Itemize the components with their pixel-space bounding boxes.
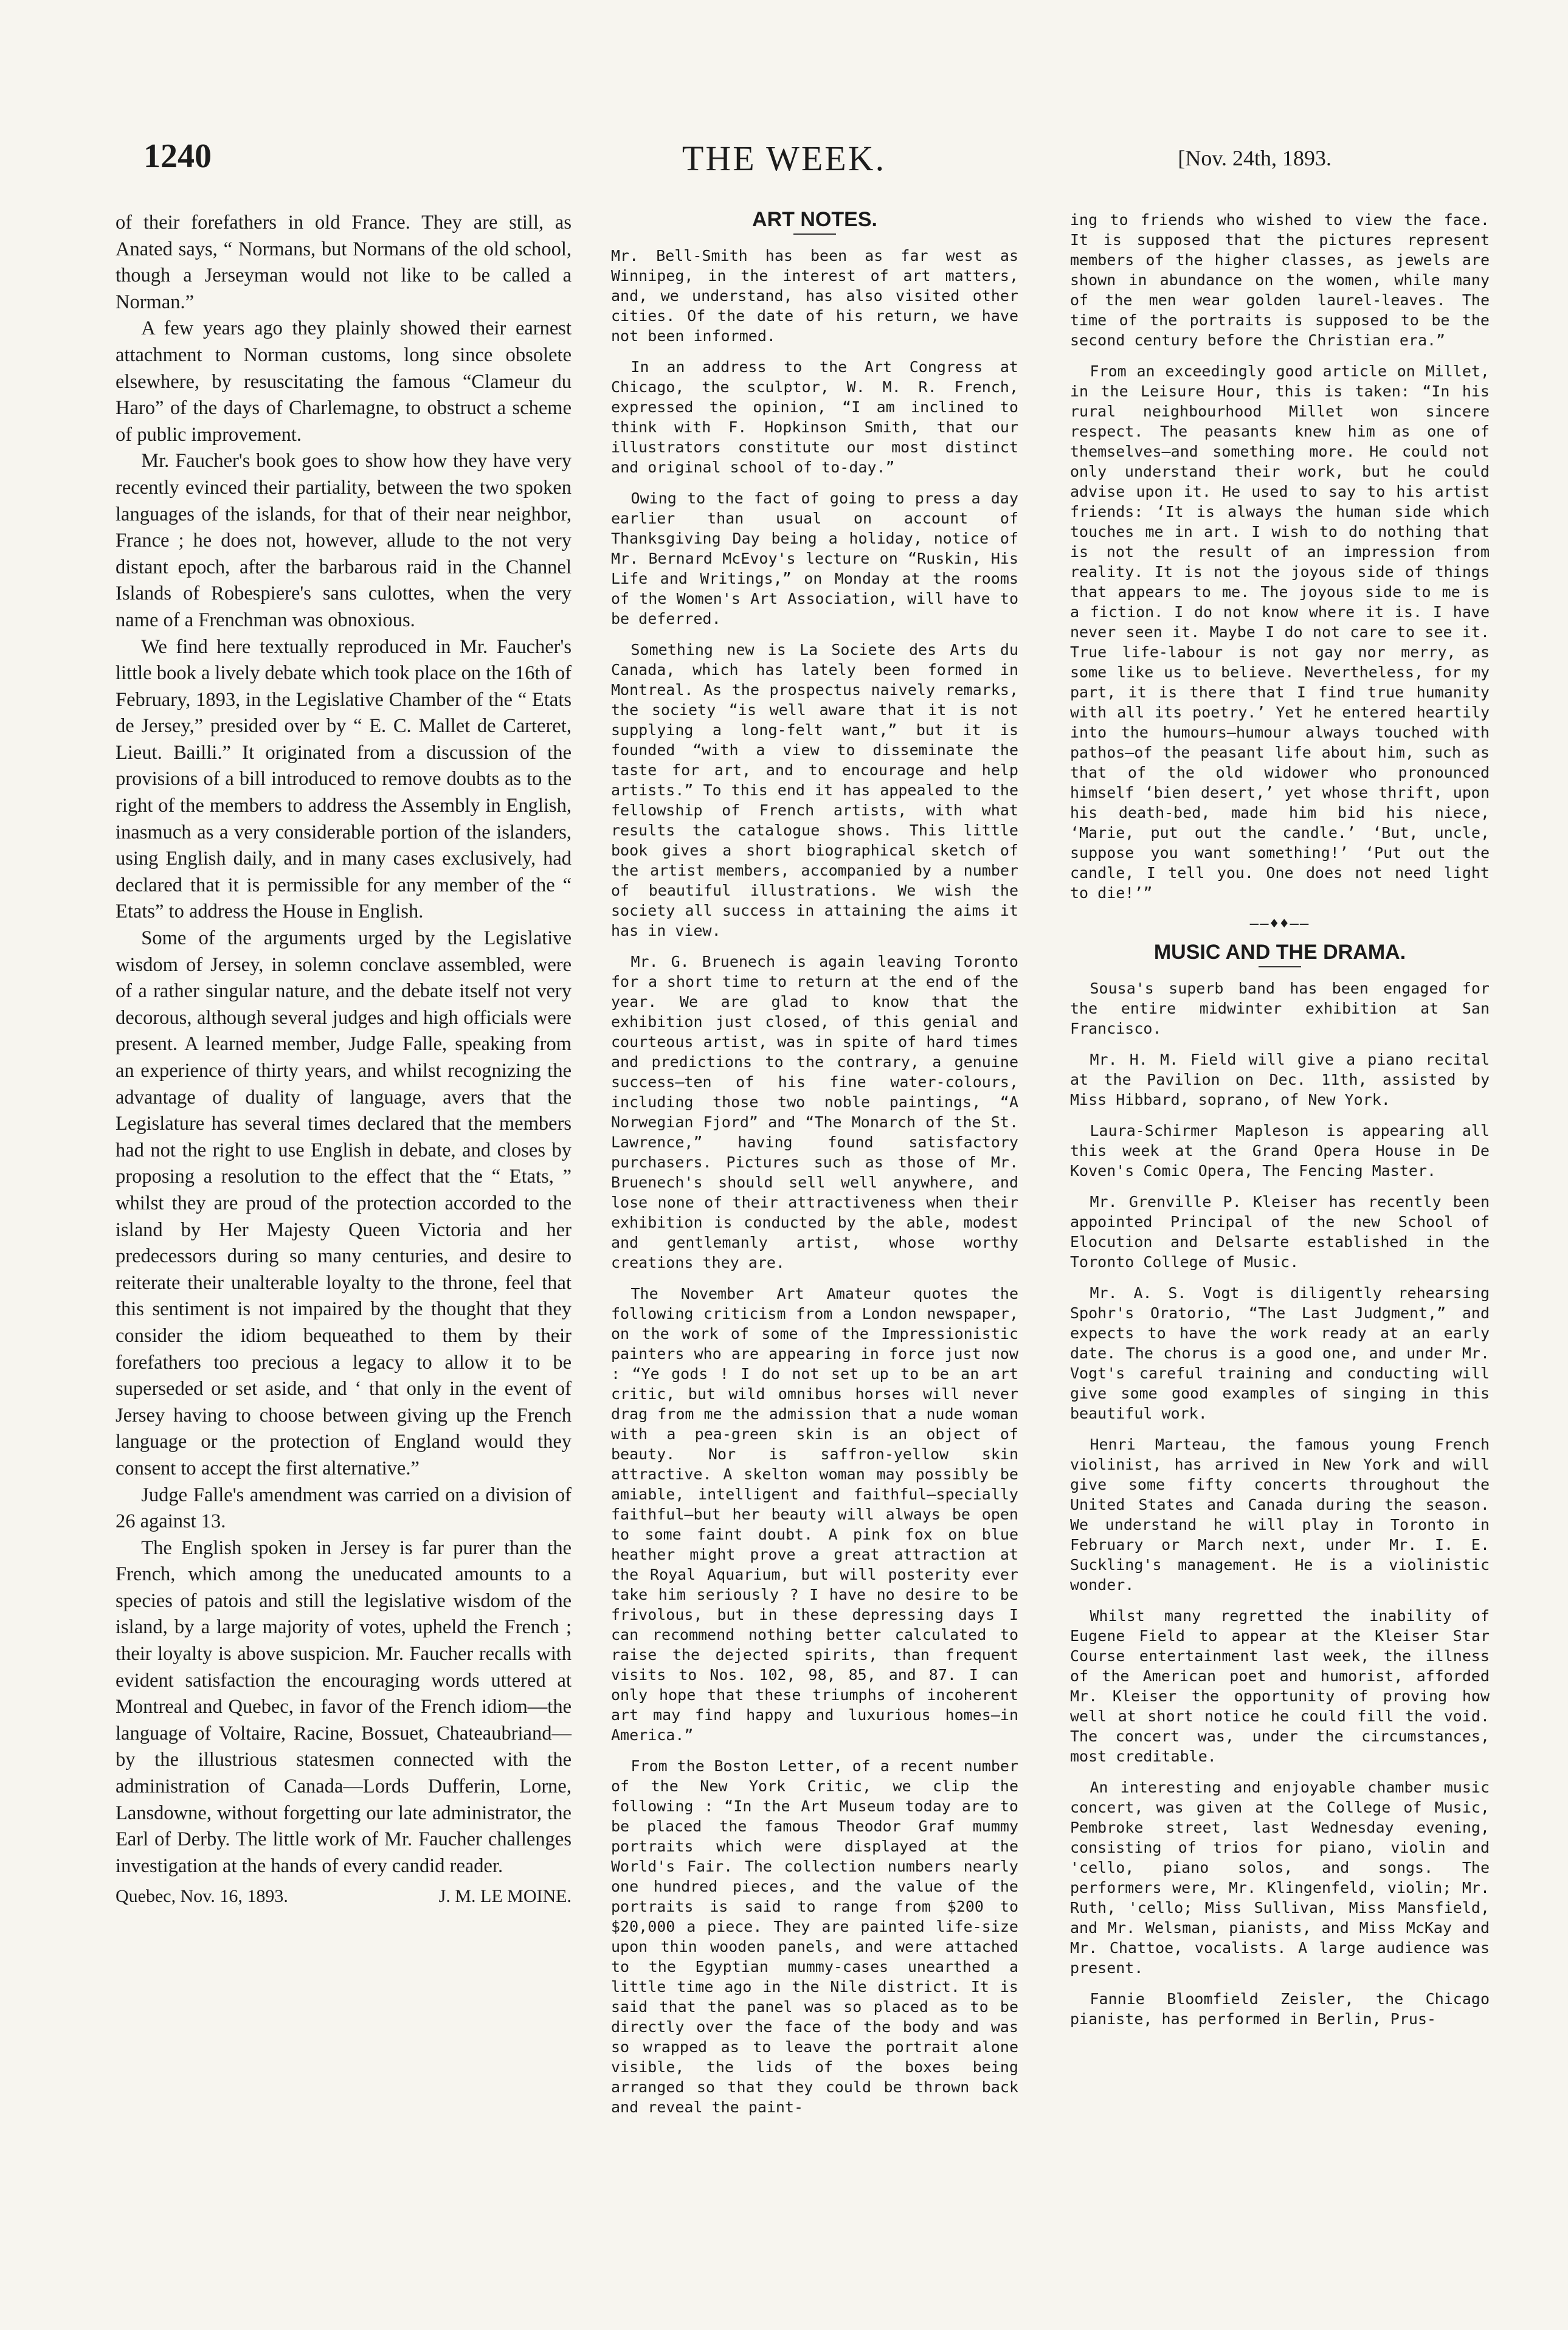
music-paragraph: Laura-Schirmer Mapleson is appearing all this week at the Grand Opera House in De Koven's Comic Opera, The Fencing Master. (1070, 1122, 1490, 1180)
article-paragraph: Judge Falle's amendment was carried on a division of 26 against 13. (116, 1484, 572, 1533)
column-right (1070, 210, 1490, 2040)
column-left (116, 210, 572, 1910)
page-number: 1240 (143, 137, 212, 175)
section-ornament: ——♦♦—— (1249, 915, 1310, 932)
article-paragraph: Some of the arguments urged by the Legislative wisdom of Jersey, in solemn conclave assembled, were of a rather singular nature, and the debate itself not very decorous, although several judges and high officials were present. A learned member, Judge Falle, speaking from an experience of thirty years, and whilst recognizing the advantage of duality of language, avers that the Legislature has several times declared that the members had not the right to use English in debate, and closes by proposing a resolution to the effect that the “ Etats, ” whilst they are proud of the protection accorded to the island by Her Majesty Queen Victoria and her predecessors during so many centuries, and desire to reiterate their unalterable loyalty to the throne, feel that this sentiment is not impaired by the thought that they consider the idiom bequeathed to them by their forefathers too precious a legacy to allow it to be superseded or set aside, and ‘ that only in the event of Jersey having to choose between giving up the French language or the protection of England would they consent to accept the first alternative.” (116, 927, 572, 1479)
music-paragraph: Sousa's superb band has been engaged for the entire midwinter exhibition at San Francisco. (1070, 980, 1490, 1037)
heading-rule (1259, 966, 1301, 967)
music-paragraph: Mr. H. M. Field will give a piano recital at the Pavilion on Dec. 11th, assisted by Miss Hibbard, soprano, of New York. (1070, 1051, 1490, 1108)
art-note-paragraph: The November Art Amateur quotes the following criticism from a London newspaper, on the work of some of the Impressionistic painters who are appearing in force just now : “Ye gods ! I do not set up to be an art critic, but wild omnibus horses will never drag from me the admission that a nude woman with a pea-green skin is an object of beauty. Nor is saffron-yellow skin attractive. A skelton woman may possibly be amiable, intelligent and faithful—specially faithful—but her beauty will always be open to some faint doubt. A pink fox on blue heather might prove a great attraction at the Royal Aquarium, but will posterity ever take him seriously ? I have no desire to be frivolous, but in these depressing days I can recommend nothing better calculated to raise the dejected spirits, than frequent visits to Nos. 102, 98, 85, and 87. I can only hope that these triumphs of incoherent art may find happy and luxurious homes—in America.” (611, 1285, 1018, 1744)
art-note-paragraph: Owing to the fact of going to press a day earlier than usual on account of Thanksgiving Day being a holiday, notice of Mr. Bernard McEvoy's lecture on “Ruskin, His Life and Writings,” on Monday at the rooms of the Women's Art Association, will have to be deferred. (611, 489, 1018, 627)
art-note-paragraph: In an address to the Art Congress at Chicago, the sculptor, W. M. R. French, expressed the opinion, “I am inclined to think with F. Hopkinson Smith, that our illustrators constitute our most distinct and original school of to-day.” (611, 358, 1018, 476)
heading-rule (793, 233, 836, 235)
article-paragraph: A few years ago they plainly showed their earnest attachment to Norman customs, long since obsolete elsewhere, by resuscitating the famous “Clameur du Haro” of the days of Charlemagne, to obstruct a scheme of public improvement. (116, 317, 572, 446)
art-note-paragraph: Mr. Bell-Smith has been as far west as Winnipeg, in the interest of art matters, and, we understand, has also visited other cities. Of the date of his return, we have not been informed. (611, 247, 1018, 345)
art-note-continuation: ing to friends who wished to view the face. It is supposed that the pictures represent members of the higher classes, as jewels are shown in abundance on the women, while many of the men wear golden laurel-leaves. The time of the portraits is supposed to be the second century before the Christian era.” (1070, 211, 1490, 349)
journal-title: THE WEEK. (682, 139, 886, 178)
signature-place-date: Quebec, Nov. 16, 1893. (116, 1886, 288, 1907)
art-note-paragraph: From an exceedingly good article on Millet, in the Leisure Hour, this is taken: “In his rural neighbourhood Millet won sincere respect. The peasants knew him as one of themselves—and something more. He could not only understand their work, but he could advise upon it. He used to say to his artist friends: ‘It is always the human side which touches me in art. I wish to do nothing that is not the result of an impression from reality. It is not the joyous side of things that appears to me. The joyous side to me is a fiction. I do not know where it is. I have never seen it. Maybe I do not care to see it. True life-labour is not gay nor merry, as some like us to believe. Nevertheless, for my part, it is there that I find true humanity with all its poetry.’ Yet he entered heartily into the humours—humour always touched with pathos—of the peasant life about him, such as that of the old widower who pronounced himself ‘bien desert,’ yet whose thrift, upon his death-bed, made him bid his niece, ‘Marie, put out the candle.’ ‘But, uncle, suppose you want something!’ ‘Put out the candle, I tell you. One does not need light to die!’” (1070, 362, 1490, 902)
art-note-paragraph: Something new is La Societe des Arts du Canada, which has lately been formed in Montreal. As the prospectus naively remarks, the society “is well aware that it is not supplying a long-felt want,” but it is founded “with a view to disseminate the taste for art, and to encourage and help artists.” To this end it has appealed to the fellowship of French artists, with what results the catalogue shows. This little book gives a short biographical sketch of the artist members, accompanied by a number of beautiful illustrations. We wish the society all success in attaining the aims it has in view. (611, 641, 1018, 939)
music-paragraph: Mr. Grenville P. Kleiser has recently been appointed Principal of the new School of Elocution and Delsarte established in the Toronto College of Music. (1070, 1193, 1490, 1271)
issue-date: [Nov. 24th, 1893. (1178, 146, 1331, 170)
music-paragraph: An interesting and enjoyable chamber music concert, was given at the College of Music, Pembroke street, last Wednesday evening, consisting of trios for piano, violin and 'cello, piano solos, and songs. The performers were, Mr. Klingenfeld, violin; Mr. Ruth, 'cello; Miss Sullivan, Miss Mansfield, and Mr. Welsman, pianists, and Miss McKay and Mr. Chattoe, vocalists. A large audience was present. (1070, 1779, 1490, 1977)
article-paragraph: of their forefathers in old France. They are still, as Anated says, “ Normans, but Normans of the old school, though a Jerseyman would not like to be called a Norman.” (116, 212, 572, 313)
page-header (0, 137, 1568, 192)
article-paragraph: Mr. Faucher's book goes to show how they have very recently evinced their partiality, between the two spoken languages of the islands, for that of their near neighbor, France ; he does not, however, allude to the not very distant epoch, after the barbarous raid in the Channel Islands of Robespiere's sans culottes, when the very name of a Frenchman was obnoxious. (116, 450, 572, 631)
article-paragraph: The English spoken in Jersey is far purer than the French, which among the uneducated amounts to a species of patois and still the legislative wisdom of the island, by a large majority of votes, upheld the French ; their loyalty is above suspicion. Mr. Faucher recalls with evident satisfaction the encouraging words uttered at Montreal and Quebec, in favor of the French idiom—the language of Voltaire, Racine, Bossuet, Chateaubriand—by the illustrious statesmen connected with the administration of Canada—Lords Dufferin, Lorne, Lansdowne, without forgetting our late administrator, the Earl of Derby. The little work of Mr. Faucher challenges investigation at the hands of every candid reader. (116, 1537, 572, 1877)
signature-name: J. M. LE MOINE. (438, 1886, 572, 1907)
article-paragraph: We find here textually reproduced in Mr. Faucher's little book a lively debate which took place on the 16th of February, 1893, in the Legislative Chamber of the “ Etats de Jersey,” presided over by “ E. C. Mallet de Carteret, Lieut. Bailli.” It originated from a discussion of the provisions of a bill introduced to remove doubts as to the right of the members to address the Assembly in English, inasmuch as a very considerable portion of the islanders, using English daily, and in many cases exclusively, had declared that it is permissible for any member of the “ Etats” to address the House in English. (116, 635, 572, 923)
music-paragraph: Mr. A. S. Vogt is diligently rehearsing Spohr's Oratorio, “The Last Judgment,” and expects to have the work ready at an early date. The chorus is a good one, and under Mr. Vogt's careful training and conducting will give some good examples of singing in this beautiful work. (1070, 1284, 1490, 1422)
music-paragraph: Whilst many regretted the inability of Eugene Field to appear at the Kleiser Star Course entertainment last week, the illness of the American poet and humorist, afforded Mr. Kleiser the opportunity of proving how well at short notice he could fill the void. The concert was, under the circumstances, most creditable. (1070, 1607, 1490, 1765)
music-paragraph: Fannie Bloomfield Zeisler, the Chicago pianiste, has performed in Berlin, Prus- (1070, 1990, 1490, 2028)
art-note-paragraph: From the Boston Letter, of a recent number of the New York Critic, we clip the following : “In the Art Museum today are to be placed the famous Theodor Graf mummy portraits which were displayed at the World's Fair. The collection numbers nearly one hundred pieces, and the value of the portraits is said to range from $200 to $20,000 a piece. They are painted life-size upon thin wooden panels, and were attached to the Egyptian mummy-cases unearthed a little time ago in the Nile district. It is said that the panel was so placed as to be directly over the face of the body and was so wrapped as to leave the portrait alone visible, the lids of the boxes being arranged so that they could be thrown back and reveal the paint- (611, 1757, 1018, 2116)
art-note-paragraph: Mr. G. Bruenech is again leaving Toronto for a short time to return at the end of the year. We are glad to know that the exhibition just closed, of this genial and courteous artist, was in spite of hard times and predictions to the contrary, a genuine success—ten of his fine water-colours, including those two noble paintings, “A Norwegian Fjord” and “The Monarch of the St. Lawrence,” having found satisfactory purchasers. Pictures such as those of Mr. Bruenech's should sell well anywhere, and lose none of their attractiveness when their exhibition is conducted by the able, modest and gentlemanly artist, whose worthy creations they are. (611, 953, 1018, 1271)
music-paragraph: Henri Marteau, the famous young French violinist, has arrived in New York and will give some fifty concerts throughout the United States and Canada during the season. We understand he will play in Toronto in February or March next, under Mr. I. E. Suckling's management. He is a violinistic wonder. (1070, 1436, 1490, 1594)
music-drama-heading: MUSIC AND THE DRAMA. (1153, 941, 1406, 964)
art-notes-heading: ART NOTES. (752, 208, 877, 231)
article-signature (116, 1883, 572, 1910)
column-middle (611, 210, 1018, 2128)
